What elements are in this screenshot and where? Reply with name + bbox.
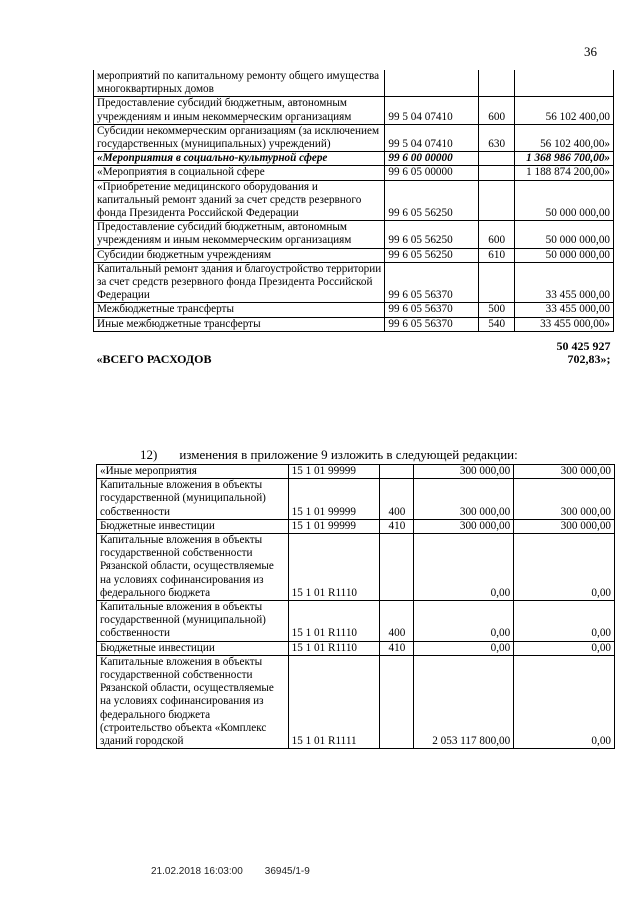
row-name: «Мероприятия в социально-культурной сфере	[94, 152, 385, 166]
row-vr: 410	[380, 641, 414, 655]
row-vr	[479, 152, 515, 166]
row-amount: 56 102 400,00	[515, 97, 614, 124]
row-code: 15 1 01 R1111	[288, 655, 380, 748]
row-name: Предоставление субсидий бюджетным, автономным учреждениям и иным некоммерческим организациям	[94, 97, 385, 124]
footer	[151, 866, 310, 877]
row-code: 15 1 01 99999	[288, 519, 380, 533]
table-row	[97, 479, 615, 520]
row-name: Капитальные вложения в объекты государственной (муниципальной) собственности	[97, 479, 289, 520]
row-amount: 1 188 874 200,00»	[515, 166, 614, 180]
row-vr: 600	[479, 221, 515, 248]
row-code: 99 6 05 56250	[385, 180, 479, 221]
row-code: 15 1 01 R1110	[288, 534, 380, 601]
row-code: 99 6 05 56370	[385, 262, 479, 303]
row-code: 99 6 05 56370	[385, 317, 479, 331]
row-code: 99 6 05 56250	[385, 248, 479, 262]
row-name: Капитальные вложения в объекты государственной собственности Рязанской области, осуществляемые на условиях софинансирования из федерального бюджета	[97, 534, 289, 601]
table-row	[97, 465, 615, 479]
table-row	[94, 248, 614, 262]
table-row	[97, 534, 615, 601]
table-row	[97, 641, 615, 655]
row-amount: 33 455 000,00»	[515, 317, 614, 331]
table-row	[94, 180, 614, 221]
row-name: Межбюджетные трансферты	[94, 303, 385, 317]
row-amount: 50 000 000,00	[515, 180, 614, 221]
total-label: «ВСЕГО РАСХОДОВ	[96, 352, 212, 367]
row-amount-1: 300 000,00	[414, 479, 514, 520]
row-name: «Приобретение медицинского оборудования и капитальный ремонт зданий за счет средств резервного фонда Президента Российской Федерации	[94, 180, 385, 221]
row-code: 99 5 04 07410	[385, 97, 479, 124]
row-code: 99 6 05 56250	[385, 221, 479, 248]
row-vr	[380, 534, 414, 601]
row-code: 15 1 01 99999	[288, 465, 380, 479]
row-vr: 610	[479, 248, 515, 262]
row-vr	[380, 655, 414, 748]
table-row	[94, 152, 614, 166]
total-row	[94, 331, 614, 366]
row-amount: 33 455 000,00	[515, 303, 614, 317]
footer-datetime: 21.02.2018 16:03:00	[151, 866, 243, 877]
row-amount: 33 455 000,00	[515, 262, 614, 303]
row-name: Бюджетные инвестиции	[97, 519, 289, 533]
row-name: «Мероприятия в социальной сфере	[94, 166, 385, 180]
row-amount-1: 300 000,00	[414, 519, 514, 533]
row-code: 99 5 04 07410	[385, 124, 479, 151]
table-row	[94, 317, 614, 331]
table-row	[94, 70, 614, 97]
row-amount-2: 300 000,00	[514, 465, 615, 479]
row-vr: 540	[479, 317, 515, 331]
row-amount-1: 300 000,00	[414, 465, 514, 479]
row-vr	[479, 180, 515, 221]
row-amount-2: 0,00	[514, 601, 615, 642]
row-vr	[479, 262, 515, 303]
row-amount-2: 0,00	[514, 641, 615, 655]
table-row	[94, 97, 614, 124]
row-code	[385, 70, 479, 97]
row-code: 15 1 01 R1110	[288, 601, 380, 642]
row-vr	[479, 70, 515, 97]
row-amount-1: 0,00	[414, 641, 514, 655]
item-12	[140, 447, 518, 463]
item-12-text: изменения в приложение 9 изложить в следующей редакции:	[179, 447, 518, 462]
table-row	[94, 303, 614, 317]
table-row	[97, 519, 615, 533]
row-name: Субсидии бюджетным учреждениям	[94, 248, 385, 262]
row-vr: 400	[380, 479, 414, 520]
expenses-table-1	[93, 70, 614, 366]
row-name: Капитальные вложения в объекты государственной (муниципальной) собственности	[97, 601, 289, 642]
row-vr: 410	[380, 519, 414, 533]
row-amount-2: 300 000,00	[514, 519, 615, 533]
expenses-table-2	[96, 464, 615, 749]
footer-doc-code: 36945/1-9	[264, 866, 310, 877]
row-code: 99 6 00 00000	[385, 152, 479, 166]
table-row	[94, 124, 614, 151]
row-amount: 1 368 986 700,00»	[515, 152, 614, 166]
table-row	[94, 262, 614, 303]
row-code: 99 6 05 00000	[385, 166, 479, 180]
row-amount: 50 000 000,00	[515, 221, 614, 248]
row-code: 15 1 01 99999	[288, 479, 380, 520]
row-vr: 400	[380, 601, 414, 642]
row-name: Предоставление субсидий бюджетным, автономным учреждениям и иным некоммерческим организациям	[94, 221, 385, 248]
row-name: Капитальные вложения в объекты государственной собственности Рязанской области, осуществляемые на условиях софинансирования из федерального бюджета (строительство объекта «Комплекс зданий городской	[97, 655, 289, 748]
row-name: Иные межбюджетные трансферты	[94, 317, 385, 331]
item-12-number: 12)	[140, 447, 158, 462]
row-name: Субсидии некоммерческим организациям (за исключением государственных (муниципальных) учреждений)	[94, 124, 385, 151]
row-amount-1: 0,00	[414, 534, 514, 601]
row-code: 15 1 01 R1110	[288, 641, 380, 655]
row-name: «Иные мероприятия	[97, 465, 289, 479]
row-amount-1: 2 053 117 800,00	[414, 655, 514, 748]
row-name: Капитальный ремонт здания и благоустройство территории за счет средств резервного фонда Президента Российской Федерации	[94, 262, 385, 303]
table-row	[94, 221, 614, 248]
row-amount	[515, 70, 614, 97]
total-amount: 50 425 927 702,83»;	[556, 338, 611, 367]
row-amount-2: 300 000,00	[514, 479, 615, 520]
table-row	[94, 166, 614, 180]
table-row	[97, 601, 615, 642]
row-amount-1: 0,00	[414, 601, 514, 642]
row-vr	[380, 465, 414, 479]
row-vr: 500	[479, 303, 515, 317]
row-name: Бюджетные инвестиции	[97, 641, 289, 655]
row-amount-2: 0,00	[514, 655, 615, 748]
row-amount: 50 000 000,00	[515, 248, 614, 262]
row-vr: 600	[479, 97, 515, 124]
row-vr	[479, 166, 515, 180]
row-amount: 56 102 400,00»	[515, 124, 614, 151]
page-number: 36	[584, 44, 597, 59]
row-vr: 630	[479, 124, 515, 151]
table-row	[97, 655, 615, 748]
row-code: 99 6 05 56370	[385, 303, 479, 317]
row-name: мероприятий по капитальному ремонту общего имущества многоквартирных домов	[94, 70, 385, 97]
row-amount-2: 0,00	[514, 534, 615, 601]
